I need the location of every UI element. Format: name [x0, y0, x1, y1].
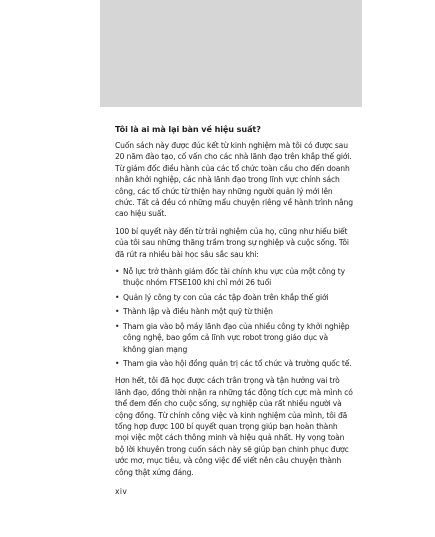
list-item: [115, 306, 353, 317]
list-item-text: Tham gia vào bộ máy lãnh đạo của nhiều công ty khởi nghiệp công nghệ, bao gồm cả lĩnh vực robot trong giáo dục và không gian mạng: [123, 321, 350, 354]
bullet-icon: •: [115, 321, 120, 331]
list-item: [115, 321, 353, 355]
book-page: [100, 0, 362, 537]
page-content: [115, 124, 353, 484]
bullet-icon: •: [115, 292, 120, 302]
list-item: [115, 292, 353, 303]
list-item-text: Tham gia vào hội đồng quản trị các tổ chức và trường quốc tế.: [123, 358, 352, 368]
closing-paragraph: Hơn hết, tôi đã học được cách trân trọng và tận hưởng vai trò lãnh đạo, đồng thời nhận ra những tác động tích cực mà mình có thể đem đến cho cuộc sống, sự nghiệp của rất nhiều người và cộng đồng. Từ chính công việc và kinh nghiệm của mình, tôi đã tổng hợp được 100 bí quyết quan trọng giúp bạn hoàn thành mọi việc một cách thông minh và hiệu quả nhất. Hy vọng toàn bộ lời khuyên trong cuốn sách này sẽ giúp bạn chinh phục được ước mơ, mục tiêu, và công việc để viết nên câu chuyện thành công thật xứng đáng.: [115, 376, 353, 477]
intro-paragraph: Cuốn sách này được đúc kết từ kinh nghiệm mà tôi có được sau 20 năm đào tạo, cố vấn cho các nhà lãnh đạo trên khắp thế giới. Từ giám đốc điều hành của các tổ chức toàn cầu cho đến doanh nhân khởi nghiệp, các nhà lãnh đạo trong lĩnh vực chính sách công, các tổ chức từ thiện hay những người quản lý mới lên chức. Tất cả đều có những mẩu chuyện riêng về hành trình nâng cao hiệu suất.: [115, 141, 353, 219]
lead-in-paragraph: 100 bí quyết này đến từ trải nghiệm của họ, cũng như hiểu biết của tôi sau những thăng trầm trong sự nghiệp và cuộc sống. Tôi đã rút ra nhiều bài học sâu sắc sau khi:: [115, 226, 349, 259]
list-item-text: Thành lập và điều hành một quỹ từ thiện: [123, 307, 273, 317]
list-item-text: Quản lý công ty con của các tập đoàn trên khắp thế giới: [123, 292, 329, 302]
bullet-icon: •: [115, 307, 120, 317]
header-image-placeholder: [100, 0, 362, 107]
experience-list: [115, 266, 353, 369]
list-item-text: Nỗ lực trở thành giám đốc tài chính khu vực của một công ty thuộc nhóm FTSE100 khi chỉ mới 26 tuổi: [123, 267, 345, 288]
list-item: [115, 266, 353, 289]
section-heading: Tôi là ai mà lại bàn về hiệu suất?: [115, 124, 261, 134]
bullet-icon: •: [115, 267, 120, 277]
page-number: xiv: [115, 487, 128, 496]
list-item: [115, 358, 353, 369]
bullet-icon: •: [115, 358, 120, 368]
